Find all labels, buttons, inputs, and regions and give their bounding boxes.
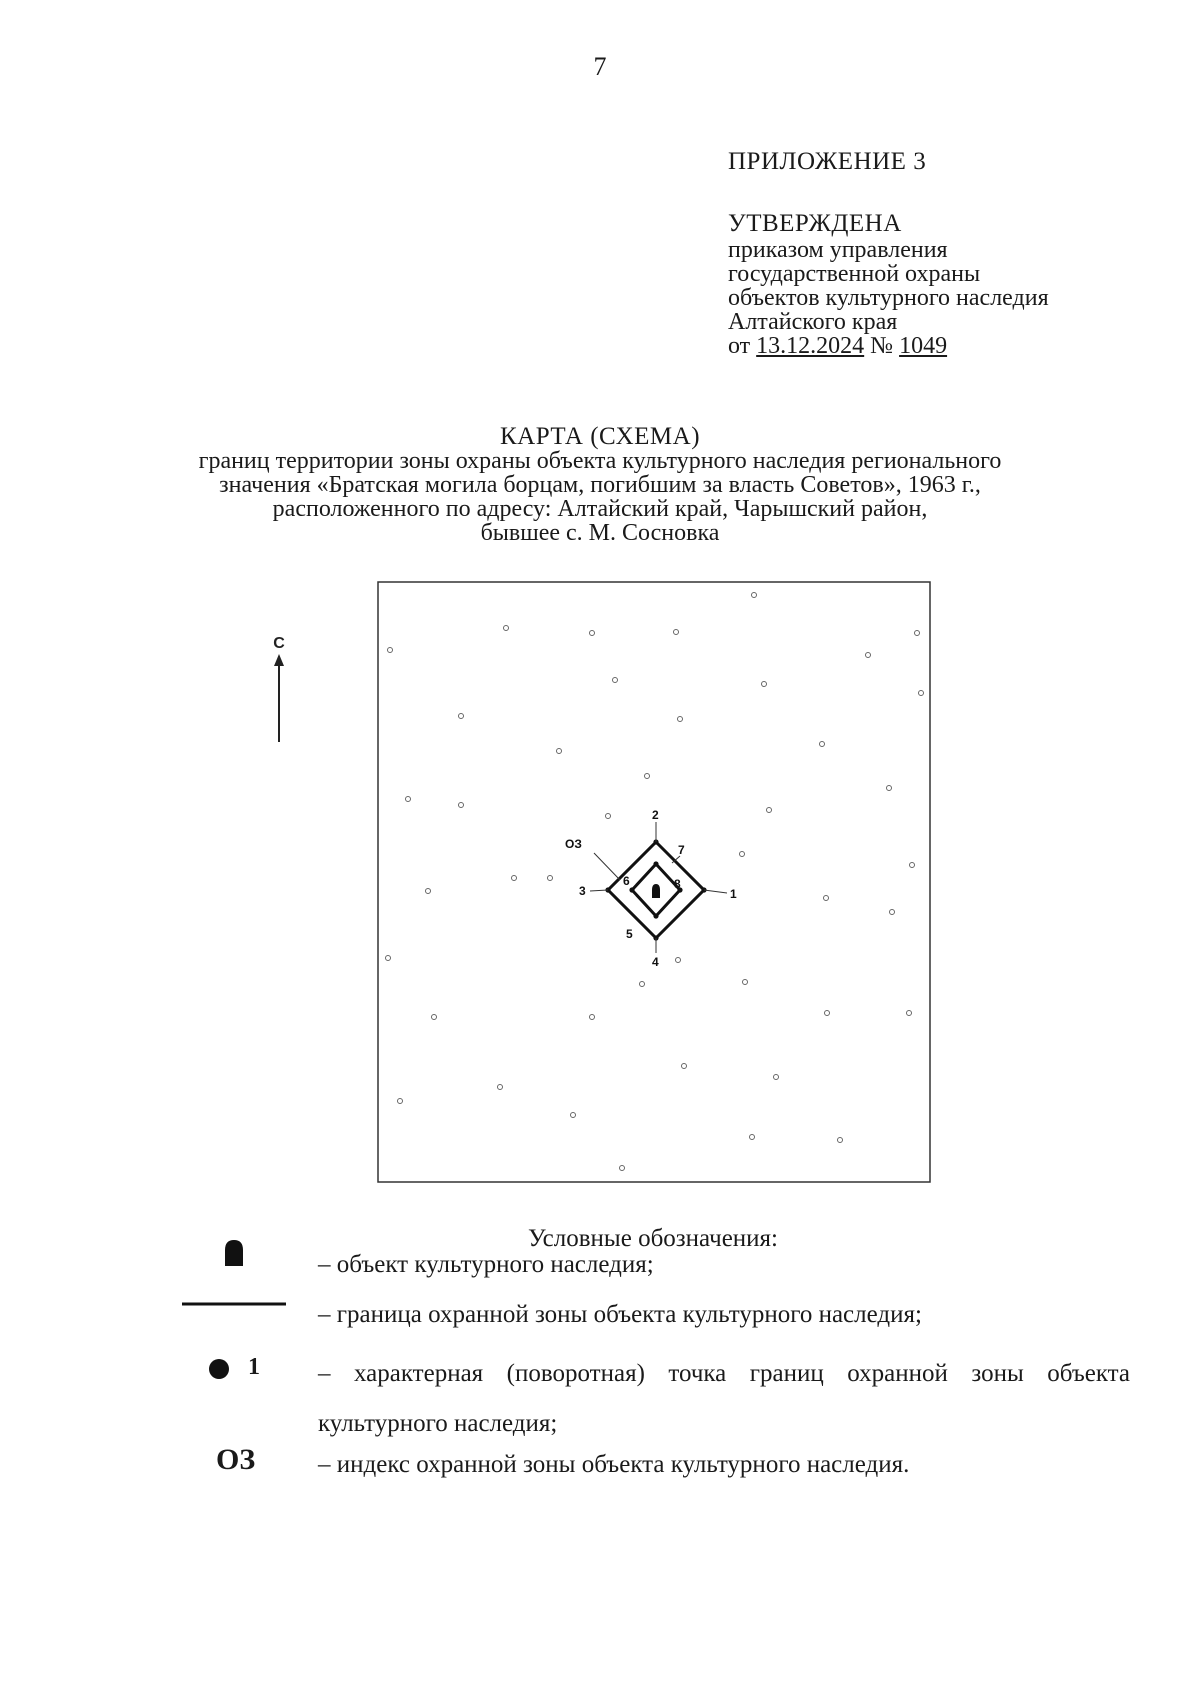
legend-item-point: – характерная (поворотная) точка границ охранной зоны объекта культурного наследия;: [318, 1360, 1130, 1437]
legend-point-number: 1: [248, 1354, 260, 1380]
legend-item-zone-index: – индекс охранной зоны объекта культурного наследия.: [318, 1451, 910, 1478]
legend-zone-index-symbol: ОЗ: [216, 1443, 256, 1476]
approval-date-line: [728, 334, 1049, 358]
terrain-dots: [386, 593, 924, 1171]
approval-line: объектов культурного наследия: [728, 285, 1049, 311]
legend-title: Условные обозначения:: [527, 1225, 779, 1252]
point-label-1: 1: [730, 887, 737, 901]
approval-date: 13.12.2024: [756, 333, 865, 359]
appendix-block: [728, 150, 1049, 358]
zone-map: [376, 580, 932, 1184]
appendix-title: ПРИЛОЖЕНИЕ 3: [728, 148, 927, 175]
approval-number: 1049: [899, 333, 948, 359]
zone-index-label: ОЗ: [565, 837, 582, 851]
map-subtitle-line: границ территории зоны охраны объекта культурного наследия регионального: [198, 448, 1002, 474]
point-label-3: 3: [579, 884, 586, 898]
map-title-block: [0, 425, 1200, 545]
north-arrow-icon: [268, 636, 290, 746]
number-prefix: №: [870, 333, 894, 359]
legend-monument-icon: [222, 1238, 246, 1268]
map-title: КАРТА (СХЕМА): [499, 423, 701, 450]
map-subtitle-line: расположенного по адресу: Алтайский край, Чарышский район,: [272, 496, 928, 522]
point-label-5: 5: [626, 927, 633, 941]
map-frame: [378, 582, 930, 1182]
approval-line: государственной охраны: [728, 261, 981, 287]
date-prefix: от: [728, 333, 751, 359]
point-label-8: 8: [674, 877, 681, 891]
point-label-6: 6: [623, 874, 630, 888]
approval-line: Алтайского края: [728, 309, 898, 335]
legend-item-boundary: – граница охранной зоны объекта культурного наследия;: [318, 1301, 922, 1328]
legend-boundary-line: [182, 1300, 286, 1308]
point-label-4: 4: [652, 955, 659, 969]
legend-point-dot-icon: [208, 1358, 230, 1380]
north-label: С: [273, 636, 285, 652]
legend-item-monument: – объект культурного наследия;: [318, 1251, 654, 1278]
monument-icon: [652, 884, 660, 898]
point-label-2: 2: [652, 808, 659, 822]
approval-line: приказом управления: [728, 237, 948, 263]
page-number: 7: [593, 52, 607, 81]
point-label-7: 7: [678, 843, 685, 857]
approved-title: УТВЕРЖДЕНА: [728, 210, 902, 237]
map-subtitle-line: бывшее с. М. Сосновка: [480, 520, 720, 546]
map-subtitle-line: значения «Братская могила борцам, погибшим за власть Советов», 1963 г.,: [219, 472, 981, 498]
